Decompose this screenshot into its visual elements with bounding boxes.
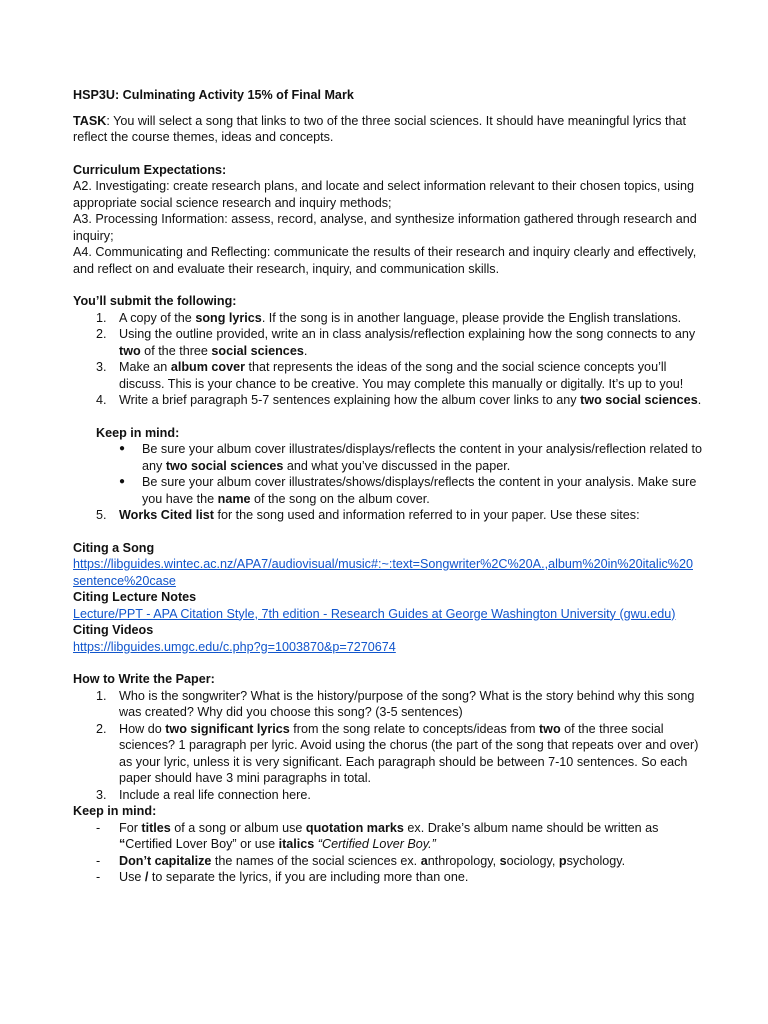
citing-lecture-heading: Citing Lecture Notes bbox=[73, 590, 197, 604]
citing-videos-link[interactable]: https://libguides.umgc.edu/c.php?g=1003870&p=7270674 bbox=[73, 639, 396, 654]
howto-item-1: 1. Who is the songwriter? What is the history/purpose of the song? What is the story behind why this song was created? Why did you choose this song? (3-5 sentences) bbox=[96, 688, 695, 719]
keep-in-mind-heading: Keep in mind: bbox=[96, 425, 180, 440]
keep2-item-2: - Don’t capitalize the names of the social sciences ex. anthropology, sociology, psychology. bbox=[96, 853, 626, 868]
task-label: TASK bbox=[73, 113, 107, 128]
howto-item-2: 2. How do two significant lyrics from the song relate to concepts/ideas from two of the three social sciences? 1 paragraph per lyric. Avoid using the chorus (the part of the song that repeats over and over) as your lyric, unless it is very significant. Each paragraph should be between 7-10 sentences. So each paper should have 3 mini paragraphs in total. bbox=[96, 721, 699, 785]
keep2-item-3: - Use / to separate the lyrics, if you are including more than one. bbox=[96, 870, 469, 884]
expectation-a2: A2. Investigating: create research plans, and locate and select information relevant to their chosen topics, using appropriate social science research and inquiry methods; bbox=[73, 179, 694, 210]
submit-heading: You’ll submit the following: bbox=[73, 294, 237, 308]
submit-item-2: 2. Using the outline provided, write an in class analysis/reflection explaining how the song connects to any two of the three social sciences. bbox=[96, 327, 696, 358]
curriculum-heading: Curriculum Expectations: bbox=[73, 162, 227, 177]
task-paragraph: TASK: You will select a song that links to two of the three social sciences. It should have meaningful lyrics that reflect the course themes, ideas and concepts. bbox=[73, 113, 686, 144]
submit-list-continued bbox=[73, 507, 712, 524]
keep-in-mind-heading-2: Keep in mind: bbox=[73, 804, 157, 818]
submit-item-5: 5. Works Cited list for the song used and information referred to in your paper. Use these sites: bbox=[96, 508, 640, 522]
submit-item-1: 1. A copy of the song lyrics. If the song is in another language, please provide the English translations. bbox=[96, 310, 682, 325]
submit-item-4: 4. Write a brief paragraph 5-7 sentences explaining how the album cover links to any two social sciences. bbox=[96, 393, 702, 407]
citing-videos-heading: Citing Videos bbox=[73, 623, 154, 637]
bullet-icon: ● bbox=[119, 476, 126, 487]
citing-song-heading: Citing a Song bbox=[73, 540, 155, 555]
bullet-icon: ● bbox=[119, 443, 126, 454]
expectation-a4: A4. Communicating and Reflecting: communicate the results of their research and inquiry clearly and effectively, and reflect on and evaluate their research, inquiry, and communication skills. bbox=[73, 245, 697, 276]
document-title: HSP3U: Culminating Activity 15% of Final Mark bbox=[73, 88, 354, 102]
submit-list bbox=[73, 310, 712, 409]
citing-lecture-link[interactable]: Lecture/PPT - APA Citation Style, 7th edition - Research Guides at George Washington University (gwu.edu) bbox=[73, 606, 676, 621]
citing-song-link[interactable]: https://libguides.wintec.ac.nz/APA7/audiovisual/music#:~:text=Songwriter%2C%20A.,album%20in%20italic%20sentence%20case bbox=[73, 557, 693, 588]
keep-in-mind-bullets bbox=[73, 441, 712, 507]
keep-bullet-2: ● Be sure your album cover illustrates/shows/displays/reflects the content in your analysis. Make sure you have the name of the song on the album cover. bbox=[119, 475, 697, 506]
expectation-a3: A3. Processing Information: assess, record, analyse, and synthesize information gathered through research and inquiry; bbox=[73, 212, 697, 243]
keep-in-mind-dash-list bbox=[73, 820, 712, 886]
howto-heading: How to Write the Paper: bbox=[73, 672, 215, 686]
keep2-item-1: - For titles of a song or album use quotation marks ex. Drake’s album name should be written as “Certified Lover Boy” or use italics “Certified Lover Boy.” bbox=[96, 820, 659, 851]
howto-list bbox=[73, 688, 712, 804]
keep-bullet-1: ● Be sure your album cover illustrates/displays/reflects the content in your analysis/reflection related to any two social sciences and what you’ve discussed in the paper. bbox=[119, 442, 702, 473]
submit-item-3: 3. Make an album cover that represents the ideas of the song and the social science concepts you’ll discuss. This is your chance to be creative. You may complete this manually or digitally. It’s up to you! bbox=[96, 360, 684, 391]
howto-item-3: 3. Include a real life connection here. bbox=[96, 787, 311, 802]
